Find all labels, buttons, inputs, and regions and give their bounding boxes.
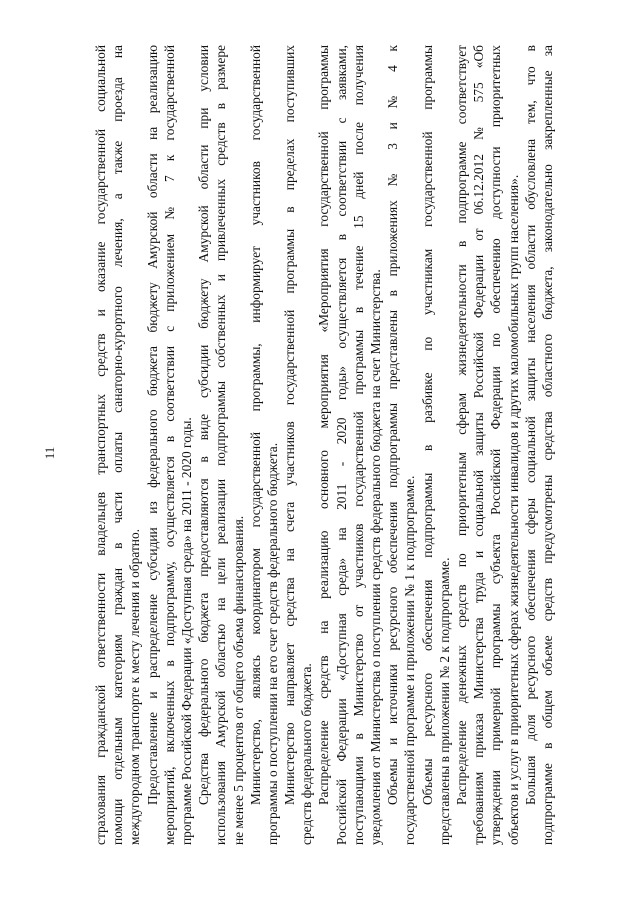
text-line: использования Амурской областью на цели реализации подпрограммы собственных и привлеченных средств в размере — [213, 45, 229, 845]
text-line: Средства федерального бюджета предоставляются в виде субсидии бюджету Амурской области при условии — [196, 45, 212, 805]
text-line: средств федерального бюджета. — [299, 663, 315, 845]
text-line: требованиям приказа Министерства труда и социальной защиты Российской Федерации от 06.12.2012 № 575 «Об — [471, 45, 487, 845]
text-line: Объемы и источники ресурсного обеспечения подпрограммы представлены в приложениях № 3 и № 4 к — [385, 45, 401, 805]
page-number: 11 — [42, 446, 57, 460]
text-line: программы о поступлении на его счет средств федерального бюджета. — [264, 442, 280, 845]
text-line: подпрограмме в общем объеме средств предусмотрены средства областного бюджета, законодательно закрепленные за — [539, 45, 555, 845]
text-line: объектов и услуг в приоритетных сферах жизнедеятельности инвалидов и других маломобильных групп населения». — [505, 174, 521, 845]
text-line: утверждении примерной программы субъекта Российской Федерации по обеспечению доступности приоритетных — [488, 45, 504, 845]
text-line: мероприятий, включенных в подпрограмму, осуществляется в соответствии с приложением № 7 к государственной — [161, 45, 177, 845]
text-line: Большая доля ресурсного обеспечения сферы социальной защиты населения области обусловлена тем, что в — [522, 45, 538, 805]
text-line: представлены в приложении № 2 к подпрограмме. — [436, 557, 452, 845]
text-line: Российской Федерации «Доступная среда» на 2011 - 2020 годы» осуществляется в соответствии с заявками, — [333, 45, 349, 845]
document-body-rotated — [92, 45, 572, 845]
text-line: помощи отдельным категориям граждан в части оплаты санаторно-курортного лечения, а также проезда на — [110, 45, 126, 845]
text-line: Распределение денежных средств по приоритетным сферам жизнедеятельности в подпрограмме соответствует — [453, 45, 469, 805]
text-line: Объемы ресурсного обеспечения подпрограммы в разбивке по участникам государственной программы — [419, 45, 435, 805]
text-line: программе Российской Федерации «Доступная среда» на 2011 - 2020 годы. — [178, 417, 194, 845]
text-line: не менее 5 процентов от общего объема финансирования. — [230, 515, 246, 845]
text-line: поступающими в Министерство от участников государственной программы в течение 15 дней после получения — [350, 45, 366, 845]
text-line: междугородном транспорте к месту лечения и обратно. — [127, 528, 143, 845]
text-line: Предоставление и распределение субсидии из федерального бюджета бюджету Амурской области на реализацию — [144, 45, 160, 805]
text-line: уведомления от Министерства о поступлении средств федерального бюджета на счет Министерства. — [368, 269, 383, 845]
text-line: страхования гражданской ответственности владельцев транспортных средств и оказание государственной социальной — [93, 45, 108, 845]
text-line: Министерство направляет средства на счета участников государственной программы в пределах поступивших — [282, 45, 298, 805]
text-line: Министерство, являясь координатором государственной программы, информирует участников государственной — [247, 45, 263, 805]
text-line: Распределение средств на реализацию основного мероприятия «Мероприятия государственной программы — [316, 45, 332, 805]
text-line: государственной программе и приложении № 1 к подпрограмме. — [402, 475, 418, 845]
